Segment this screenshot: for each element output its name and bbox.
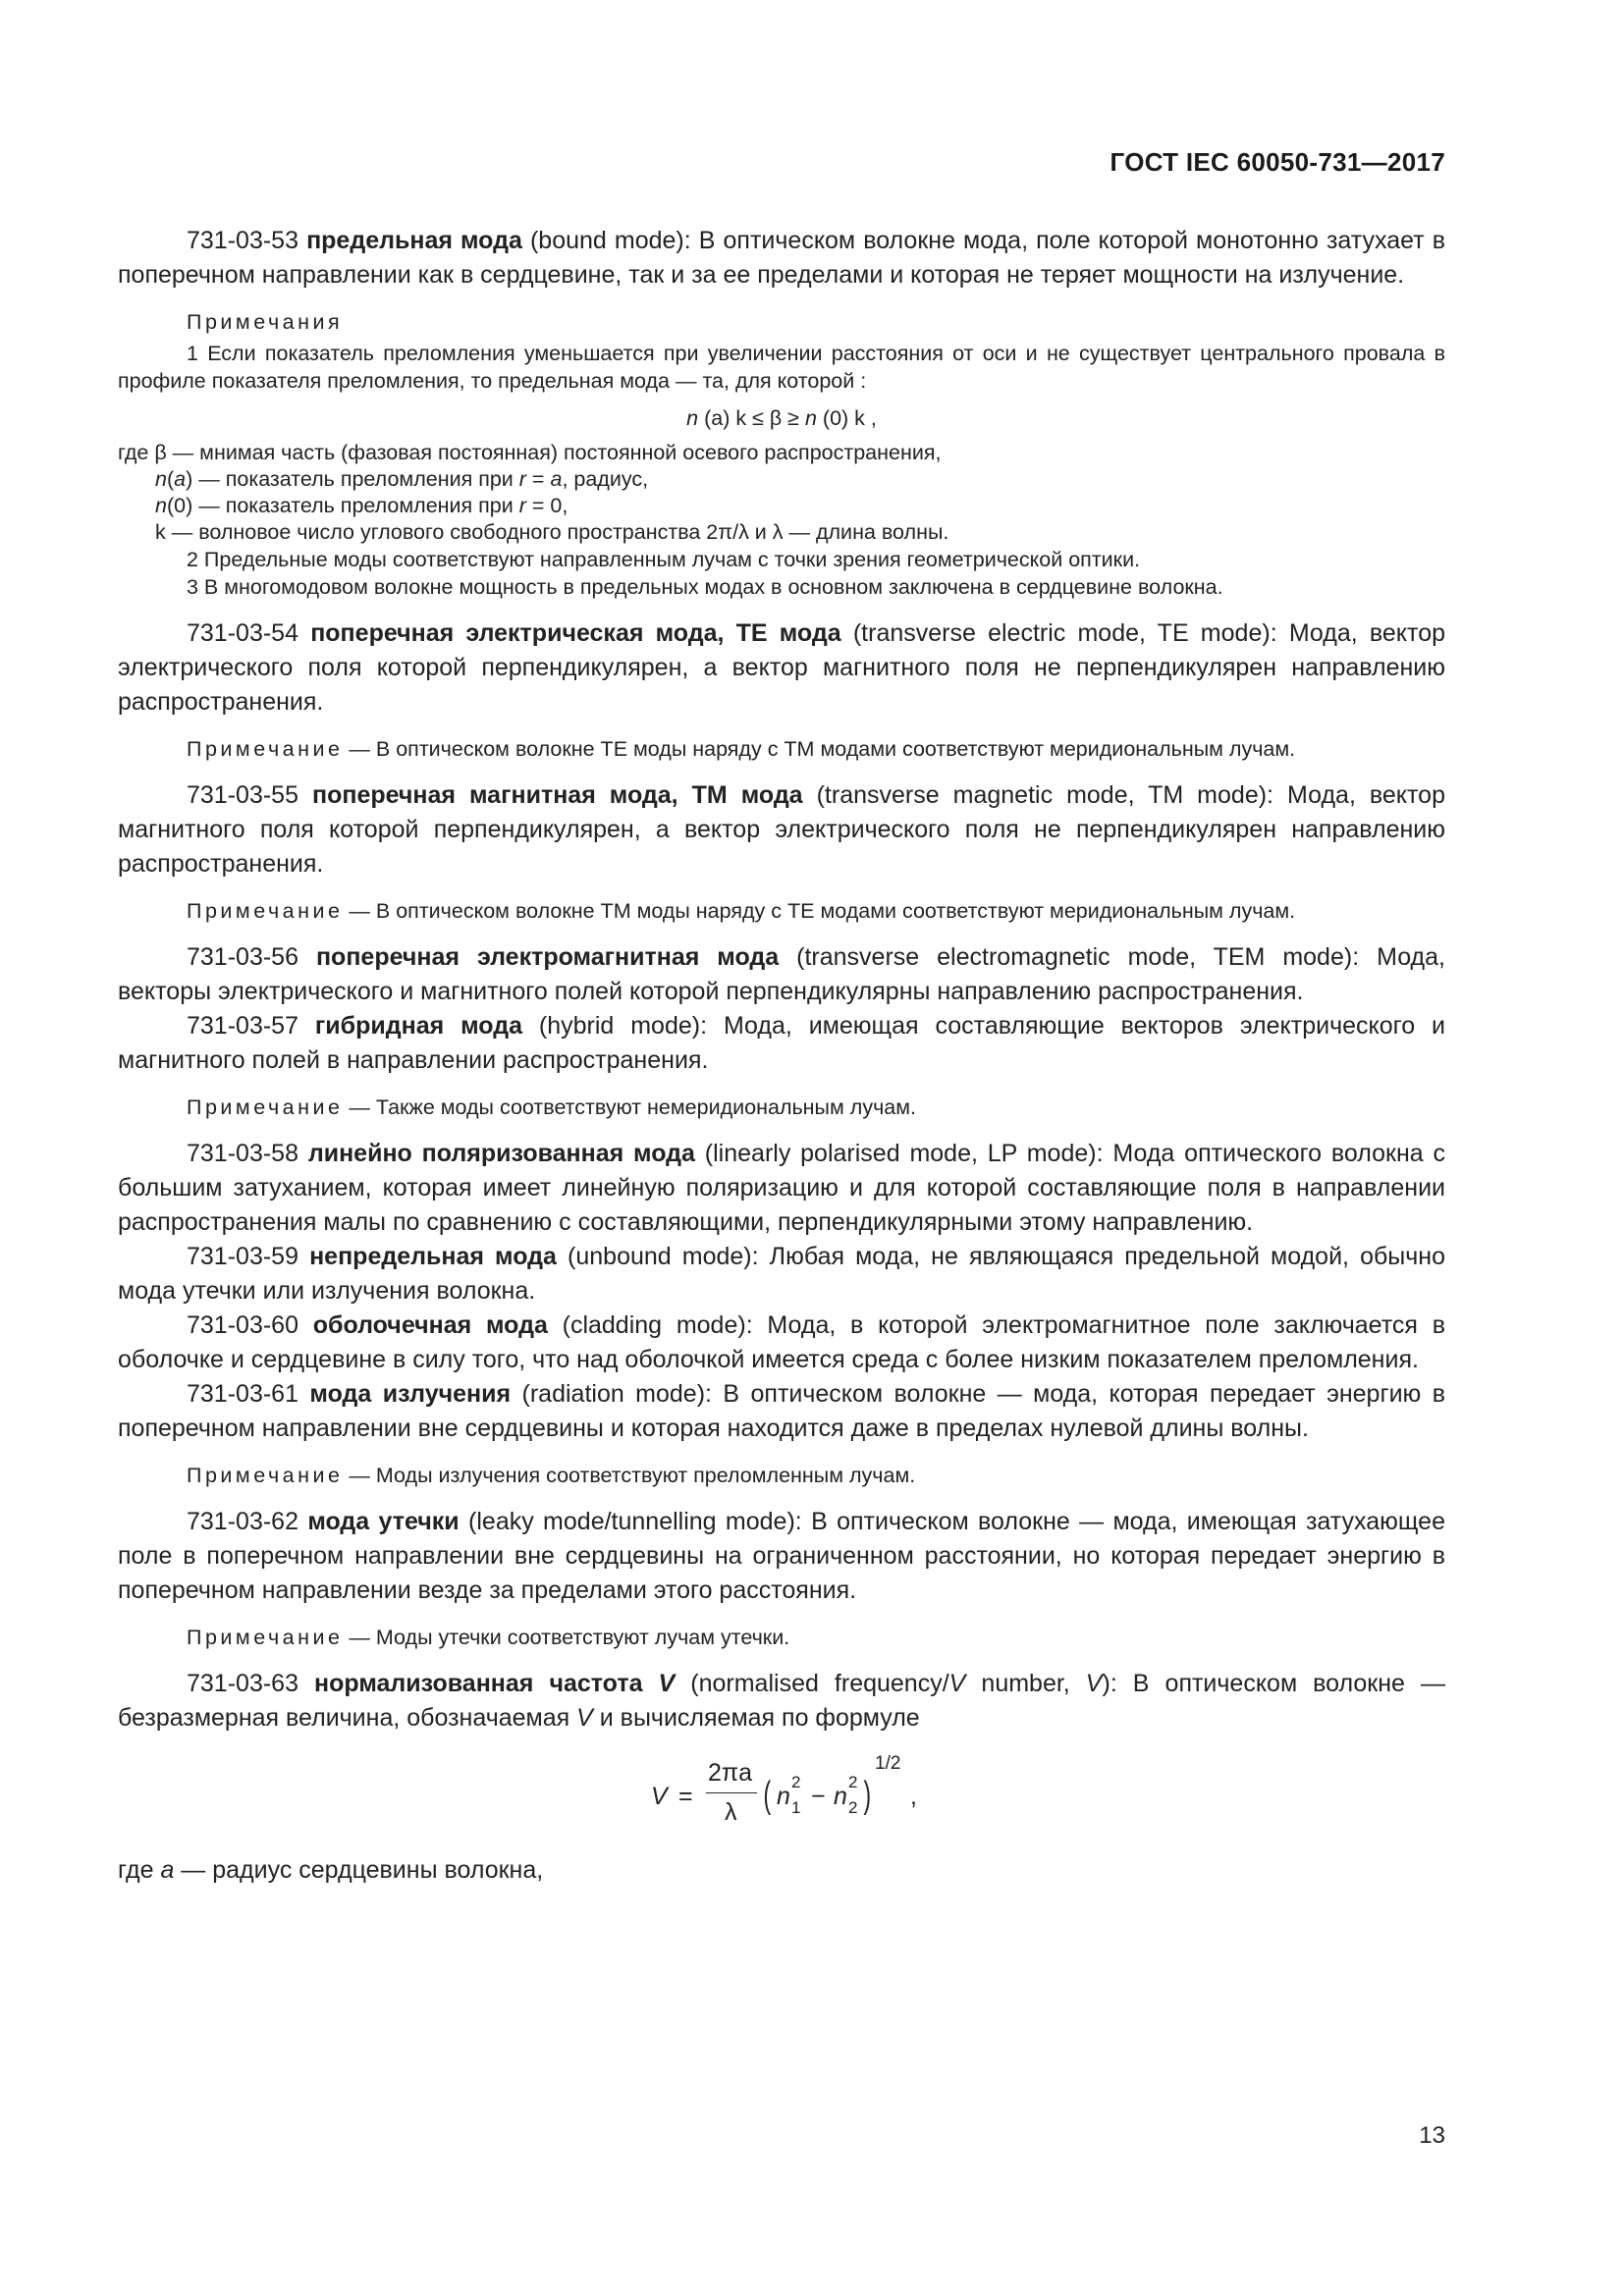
- note-57: Примечание — Также моды соответствуют немеридиональным лучам.: [187, 1095, 916, 1119]
- where-n-0: n(0) — показатель преломления при r = 0,: [155, 494, 568, 517]
- standard-header: ГОСТ IEC 60050-731—2017: [1110, 147, 1445, 177]
- page-number: 13: [1419, 2122, 1445, 2149]
- note-2: 2 Предельные моды соответствуют направленным лучам с точки зрения геометрической оптики.: [187, 548, 1141, 571]
- term-english: (bound mode): [529, 227, 684, 254]
- where-k: k — волновое число углового свободного пространства 2π/λ и λ — длина волны.: [155, 520, 949, 544]
- term-entry-62: 731-03-62 мода утечки (leaky mode/tunnelling mode): В оптическом волокне — мода, имеющая затухающее поле в поперечном направлении вне сердцевины на ограниченном расстоянии, но которая передает энергию в поперечном направлении везде за пределами этого расстояния.: [118, 1508, 1445, 1604]
- formula-denominator: λ: [725, 1798, 737, 1826]
- note-54: Примечание — В оптическом волокне ТЕ моды наряду с ТМ модами соответствуют меридиональным лучам.: [187, 737, 1296, 761]
- where-beta: где β — мнимая часть (фазовая постоянная) постоянной осевого распространения,: [118, 441, 942, 464]
- formula-rparen: ): [863, 1775, 872, 1816]
- formula-minus: −: [811, 1783, 826, 1810]
- formula-eq: =: [678, 1783, 693, 1810]
- term-entry-57: 731-03-57 гибридная мода (hybrid mode): Мода, имеющая составляющие векторов электрического и магнитного полей в направлении распространения.: [118, 1012, 1445, 1074]
- document-page: [118, 0, 1445, 2296]
- formula-v: V: [651, 1783, 668, 1810]
- term-entry-59: 731-03-59 непредельная мода (unbound mode): Любая мода, не являющаяся предельной модой, обычно мода утечки или излучения волокна.: [118, 1243, 1445, 1305]
- formula-sup2: 2: [848, 1773, 858, 1791]
- formula-sub1: 1: [791, 1798, 801, 1817]
- fraction-bar: [706, 1792, 757, 1793]
- formula-comma: ,: [910, 1783, 917, 1810]
- term-name: предельная мода: [306, 227, 522, 254]
- normalized-frequency-formula: V = 2πa λ ( n 2 1 − n 2 2 ) 1/2 ,: [651, 1753, 917, 1826]
- bound-mode-formula: n (a) k ≤ β ≥ n (0) k ,: [686, 406, 877, 430]
- note-61: Примечание — Моды излучения соответствуют преломленным лучам.: [187, 1464, 916, 1487]
- term-number: 731-03-53: [187, 227, 298, 254]
- formula-n2: n: [834, 1783, 847, 1810]
- term-entry-58: 731-03-58 линейно поляризованная мода (linearly polarised mode, LP mode): Мода оптического волокна с большим затуханием, которая имеет линейную поляризацию и для которой составляющие поля в направлении распространения малы по сравнению с составляющими, перпендикулярными этому направлению.: [118, 1140, 1445, 1236]
- term-entry-60: 731-03-60 оболочечная мода (cladding mode): Мода, в которой электромагнитное поле заключается в оболочке и сердцевине в силу того, что над оболочкой имеется среда с более низким показателем преломления.: [118, 1311, 1446, 1373]
- term-entry-56: 731-03-56 поперечная электромагнитная мода (transverse electromagnetic mode, TEM mode): Мода, векторы электрического и магнитного полей которой перпендикулярны направлению распространения.: [118, 943, 1445, 1005]
- note-55: Примечание — В оптическом волокне ТМ моды наряду с ТЕ модами соответствуют меридиональным лучам.: [187, 899, 1296, 923]
- term-entry-53: [118, 224, 1445, 293]
- term-entry-61: 731-03-61 мода излучения (radiation mode): В оптическом волокне — мода, которая передает энергию в поперечном направлении вне сердцевины и которая находится даже в пределах нулевой длины волны.: [118, 1380, 1445, 1442]
- formula-n1: n: [777, 1783, 790, 1810]
- term-entry-55: 731-03-55 поперечная магнитная мода, ТМ мода (transverse magnetic mode, TM mode): Мода, вектор магнитного поля которой перпендикулярен, а вектор электрического поля не перпендикулярен направлению распространения.: [118, 781, 1445, 878]
- term-definition: : В оптическом волокне мода, поле которой монотонно затухает в поперечном направлении как в сердцевине, так и за ее пределами и которая не теряет мощности на излучение.: [118, 227, 1445, 289]
- term-entry-63: 731-03-63 нормализованная частота V (normalised frequency/V number, V): В оптическом волокне — безразмерная величина, обозначаемая V и вычисляемая по формуле: [118, 1670, 1446, 1732]
- term-entry-54: 731-03-54 поперечная электрическая мода, ТЕ мода (transverse electric mode, TE mode): Мода, вектор электрического поля которой перпендикулярен, а вектор магнитного поля не перпендикулярен направлению распространения.: [118, 619, 1446, 716]
- formula-lparen: (: [763, 1775, 772, 1816]
- where-n-a: n(a) — показатель преломления при r = a, радиус,: [155, 467, 649, 491]
- notes-heading: Примечания: [187, 310, 344, 334]
- note-62: Примечание — Моды утечки соответствуют лучам утечки.: [187, 1626, 790, 1649]
- formula-sup1: 2: [791, 1773, 801, 1791]
- formula-exponent: 1/2: [875, 1753, 901, 1774]
- where-a: где a — радиус сердцевины волокна,: [118, 1856, 544, 1884]
- formula-sub2: 2: [848, 1798, 858, 1817]
- document-body: [118, 224, 1445, 1888]
- note-1: 1 Если показатель преломления уменьшается при увеличении расстояния от оси и не существует центрального провала в профиле показателя преломления, то предельная мода — та, для которой :: [118, 342, 1445, 393]
- note-3: 3 В многомодовом волокне мощность в предельных модах в основном заключена в сердцевине волокна.: [187, 575, 1223, 599]
